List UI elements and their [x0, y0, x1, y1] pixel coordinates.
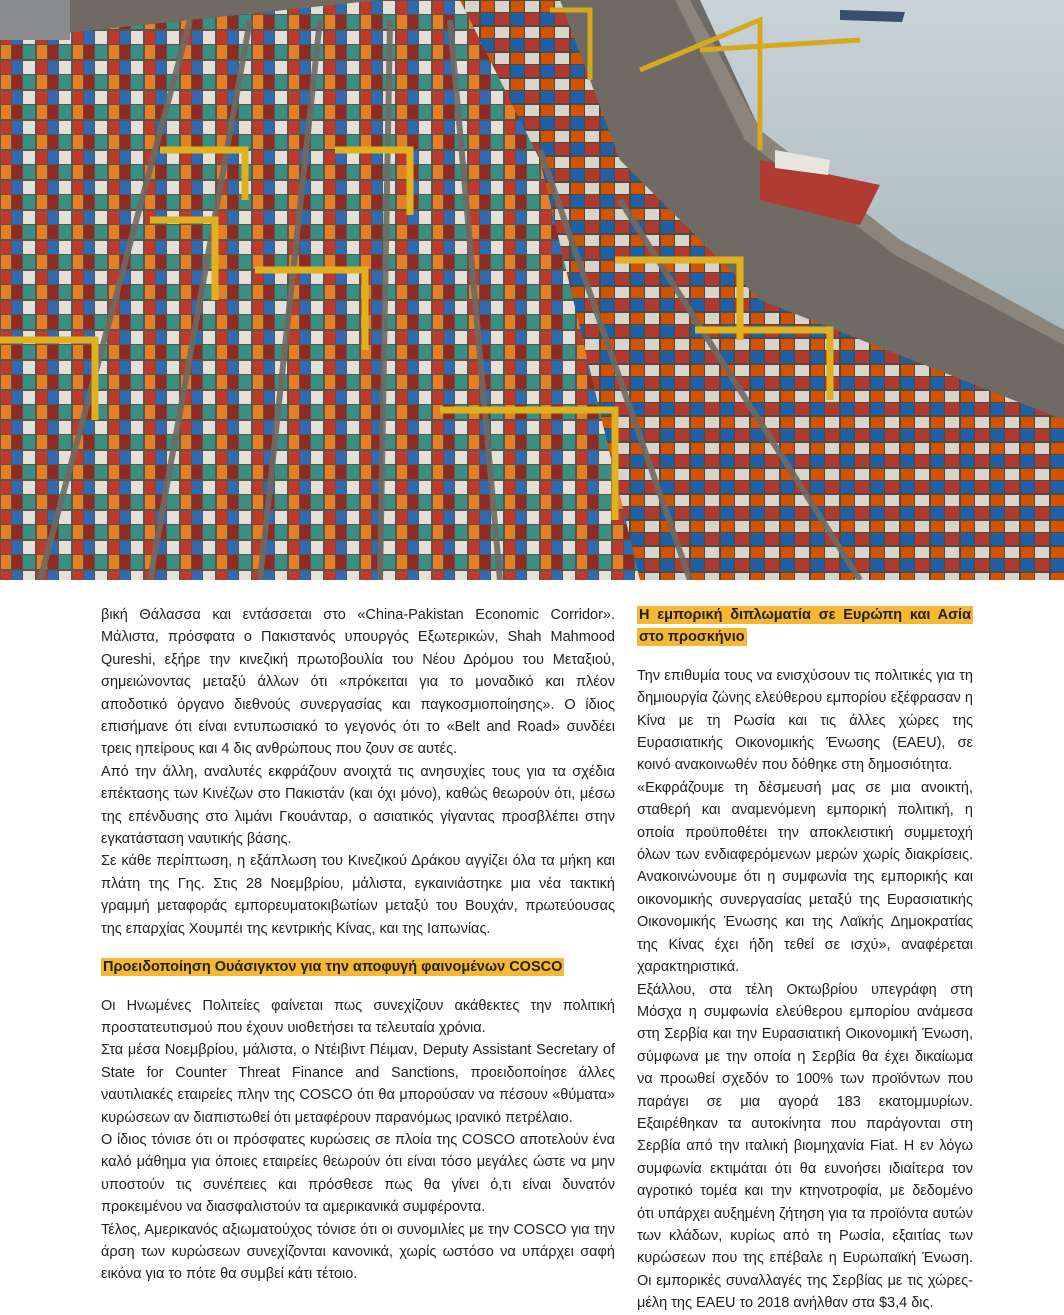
paragraph: Από την άλλη, αναλυτές εκφράζουν ανοιχτά τις ανησυχίες τους για τα σχέδια επέκτασης των Κινέζων στο Πακιστάν (και όχι μόνο), καθώς θεωρούν ότι, μέσω της επένδυσης στο λιμάνι Γκουάνταρ, ο ασιατικός γίγαντας προσβλέπει στην εγκατάσταση ναυτικής βάσης.	[101, 763, 615, 848]
section-heading-wrapper	[101, 956, 615, 978]
paragraph: Οι Ηνωμένες Πολιτείες φαίνεται πως συνεχίζουν ακάθεκτες την πολιτική προστατευτισμού που έχουν υιοθετήσει τα τελευταία χρόνια.	[101, 997, 615, 1036]
paragraph: Σε κάθε περίπτωση, η εξάπλωση του Κινεζικού Δράκου αγγίζει όλα τα μήκη και πλάτη της Γης. Στις 28 Νοεμβρίου, μάλιστα, εγκαινιάστηκε μια νέα τακτική γραμμή μεταφοράς εμπορευματοκιβωτίων μεταξύ του Βουχάν, πρωτεύουσας της επαρχίας Χουμπέι της κεντρικής Κίνας, και της Ιαπωνίας.	[101, 853, 615, 937]
paragraph: «Εκφράζουμε τη δέσμευσή μας σε μια ανοικτή, σταθερή και αναμενόμενη εμπορική πολιτική, η οποία προϋποθέτει την αποκλειστική συμμετοχή όλων των ενδιαφερόμενων μερών χωρίς διακρίσεις. Ανακοινώνουμε ότι η συμφωνία της εμπορικής και οικονομικής συνεργασίας μεταξύ της Ευρασιατικής Οικονομικής Ένωσης και της Λαϊκής Δημοκρατίας της Κίνας έχει ήδη τεθεί σε ισχύ», αναφέρεται χαρακτηριστικά.	[637, 779, 973, 976]
paragraph: Ο ίδιος τόνισε ότι οι πρόσφατες κυρώσεις σε πλοία της COSCO αποτελούν ένα καλό μάθημα για όποιες εταιρείες θεωρούν ότι είναι τόσο μεγάλες ώστε να μην υποστούν τις συνέπειες και πρόσθεσε πως θα γίνει ό,τι είναι δυνατόν προκειμένου να διασφαλιστούν τα αμερικανικά συμφέροντα.	[101, 1131, 615, 1216]
right-column	[637, 604, 973, 1315]
paragraph: βική Θάλασσα και εντάσσεται στο «China-Pakistan Economic Corridor». Μάλιστα, πρόσφατα ο Πακιστανός υπουργός Εξωτερικών, Shah Mahmood Qureshi, εξήρε την κινεζική πρωτοβουλία του Νέου Δρόμου του Μεταξιού, σημειώνοντας μεταξύ άλλων ότι «πρόκειται για το μοναδικό και πλέον αποδοτικό όργανο διεθνούς συνεργασίας και παγκοσμιοποίησης». Ο ίδιος επισήμανε ότι είναι εντυπωσιακό το γεγονός ότι το «Belt and Road» συνδέει τρεις ηπείρους και 4 δις ανθρώπους που ζουν σε αυτές.	[101, 607, 615, 758]
section-heading: Προειδοποίηση Ουάσιγκτον για την αποφυγή φαινομένων COSCO	[103, 959, 563, 976]
paragraph: Τέλος, Αμερικανός αξιωματούχος τόνισε ότι οι συνομιλίες με την COSCO για την άρση των κυρώσεων συνεχίζονται κανονικά, χωρίς ωστόσο να υπάρχει σαφή εικόνα για το πότε θα συμβεί κάτι τέτοιο.	[101, 1221, 615, 1283]
section-heading-wrapper	[637, 604, 973, 649]
paragraph: Εξάλλου, στα τέλη Οκτωβρίου υπεγράφη στη Μόσχα η συμφωνία ελεύθερου εμπορίου ανάμεσα στη Σερβία και την Ευρασιατική Οικονομική Ένωση, σύμφωνα με την οποία η Σερβία θα έχει δικαίωμα να προωθεί σχεδόν το 100% των προϊόντων που παράγει σε μια αγορά 183 εκατομμυρίων. Εξαιρέθηκαν τα αυτοκίνητα που παράγονται στη Σερβία από την ιταλική βιομηχανία Fiat. Η εν λόγω συμφωνία εκτιμάται ότι θα ευνοήσει ιδιαίτερα τον αγροτικό τομέα και την κτηνοτροφία, με δεδομένο ότι υπάρχει αυξημένη ζήτηση για τα προϊόντα αυτών των κλάδων, κυρίως από τη Ρωσία, εξαιτίας των κυρώσεων που της επέβαλε η Ευρωπαϊκή Ένωση. Οι εμπορικές συναλλαγές της Σερβίας με τις χώρες-μέλη της EAEU το 2018 ανήλθαν στα $3,4 δις.	[637, 981, 973, 1312]
paragraph: Την επιθυμία τους να ενισχύσουν τις πολιτικές για τη δημιουργία ζώνης ελεύθερου εμπορίου εξέφρασαν η Κίνα με τη Ρωσία και τις άλλες χώρες της Ευρασιατικής Οικονομικής Ένωσης (EAEU), σε κοινό ανακοινωθέν που δόθηκε στη δημοσιότητα.	[637, 667, 973, 774]
section-heading: Η εμπορική διπλωματία σε Ευρώπη και Ασία στο προσκήνιο	[639, 607, 971, 646]
left-column	[101, 604, 615, 1286]
container-port-photo	[0, 0, 1064, 580]
paragraph: Στα μέσα Νοεμβρίου, μάλιστα, ο Ντέιβιντ Πέιμαν, Deputy Assistant Secretary of State for Counter Threat Finance and Sanctions, προειδοποίησε άλλες ναυτιλιακές εταιρείες πλην της COSCO ότι θα μπορούσαν να πέσουν «θύματα» κυρώσεων αν διαπιστωθεί ότι μεταφέρουν παρανόμως ιρανικό πετρέλαιο.	[101, 1042, 615, 1126]
